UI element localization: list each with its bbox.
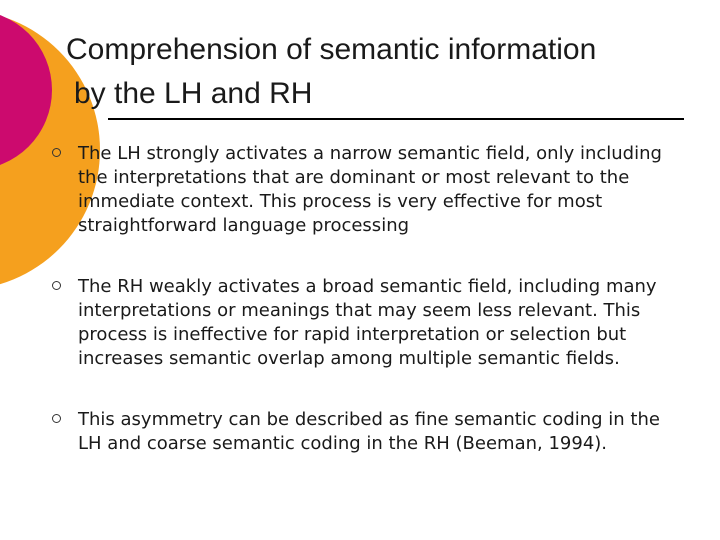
bullet-text: This asymmetry can be described as fine semantic coding in the LH and coarse semantic coding in the RH (Beeman, 1994). (78, 409, 660, 454)
hollow-circle-bullet-icon (52, 414, 61, 423)
bullet-item (52, 275, 662, 371)
title-underline-divider (108, 118, 684, 120)
hollow-circle-bullet-icon (52, 281, 61, 290)
slide-title-line-2: by the LH and RH (74, 77, 313, 110)
slide-title-line-1: Comprehension of semantic information (66, 33, 597, 66)
bullet-text: The LH strongly activates a narrow semantic field, only including the interpretations that are dominant or most relevant to the immediate context. This process is very effective for most straightforward language processing (78, 143, 662, 236)
bullet-text: The RH weakly activates a broad semantic field, including many interpretations or meanings that may seem less relevant. This process is ineffective for rapid interpretation or selection but increases semantic overlap among multiple semantic fields. (78, 276, 657, 369)
bullet-list (52, 142, 662, 456)
slide-title (66, 28, 716, 116)
bullet-item (52, 408, 662, 456)
hollow-circle-bullet-icon (52, 148, 61, 157)
bullet-item (52, 142, 662, 238)
